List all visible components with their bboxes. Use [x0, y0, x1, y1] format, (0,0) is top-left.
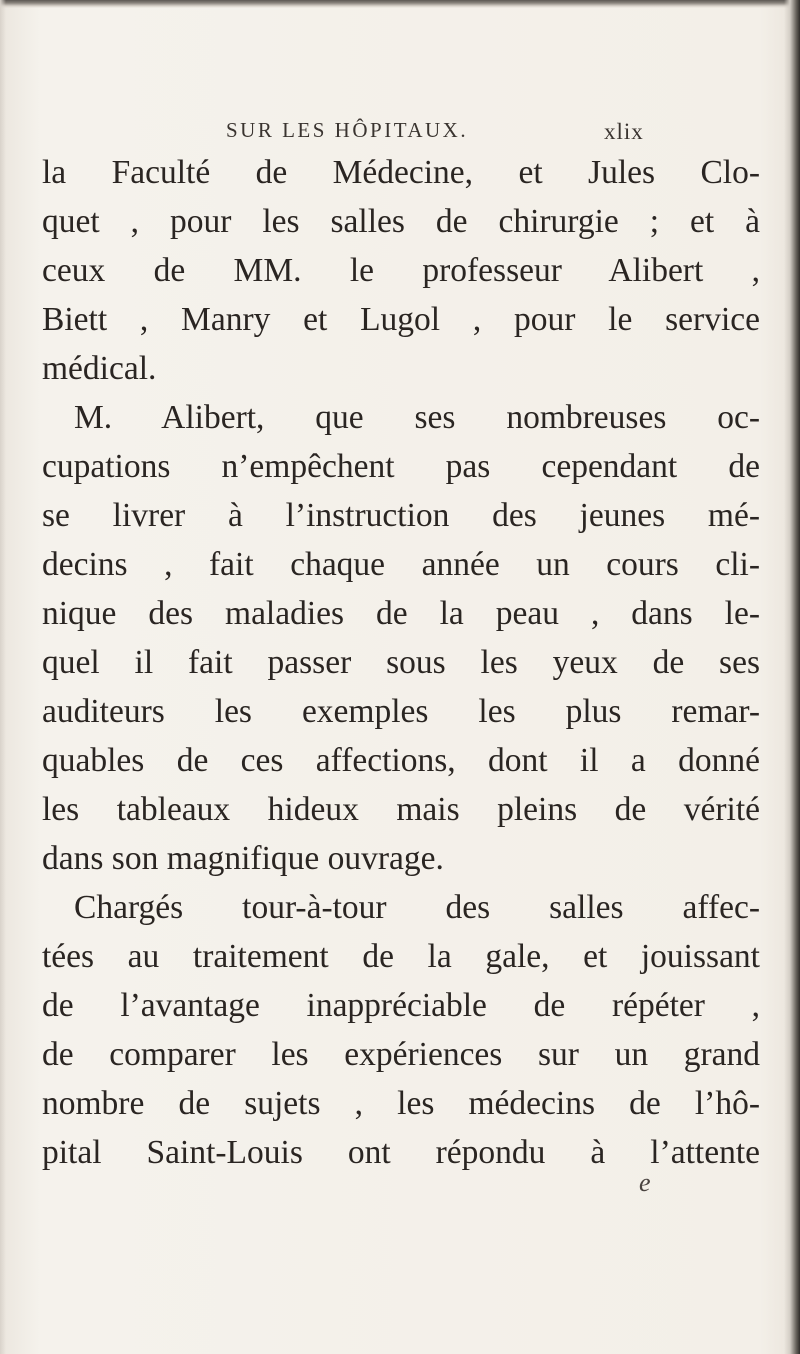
text-line: ceux de MM. le professeur Alibert ,: [42, 252, 760, 289]
text-line: Biett , Manry et Lugol , pour le service: [42, 301, 760, 338]
text-line: quables de ces affections, dont il a donné: [42, 742, 760, 779]
text-line: quel il fait passer sous les yeux de ses: [42, 644, 760, 681]
page-number: xlix: [604, 119, 644, 144]
text-line: nique des maladies de la peau , dans le-: [42, 595, 760, 632]
text-line: decins , fait chaque année un cours cli-: [42, 546, 760, 583]
page-gutter-shadow: [0, 0, 6, 1354]
text-line: médical.: [42, 350, 157, 387]
text-line: de comparer les expériences sur un grand: [42, 1036, 760, 1073]
text-line: auditeurs les exemples les plus remar-: [42, 693, 760, 730]
text-line: de l’avantage inappréciable de répéter ,: [42, 987, 760, 1024]
text-line: Chargés tour-à-tour des salles affec-: [74, 889, 760, 926]
running-head: SUR LES HÔPITAUX.: [226, 118, 469, 142]
page-right-edge: [784, 0, 800, 1354]
text-line: dans son magnifique ouvrage.: [42, 840, 444, 877]
text-line: tées au traitement de la gale, et jouissant: [42, 938, 760, 975]
text-line: la Faculté de Médecine, et Jules Clo-: [42, 154, 760, 191]
text-line: quet , pour les salles de chirurgie ; et à: [42, 203, 760, 240]
text-line: pital Saint-Louis ont répondu à l’attente: [42, 1134, 760, 1171]
text-line: nombre de sujets , les médecins de l’hô-: [42, 1085, 760, 1122]
page-top-edge: [0, 0, 800, 8]
text-line: M. Alibert, que ses nombreuses oc-: [74, 399, 760, 436]
text-line: cupations n’empêchent pas cependant de: [42, 448, 760, 485]
catchword: e: [639, 1168, 651, 1197]
text-line: les tableaux hideux mais pleins de vérité: [42, 791, 760, 828]
body-text: [42, 148, 760, 1177]
text-line: se livrer à l’instruction des jeunes mé-: [42, 497, 760, 534]
